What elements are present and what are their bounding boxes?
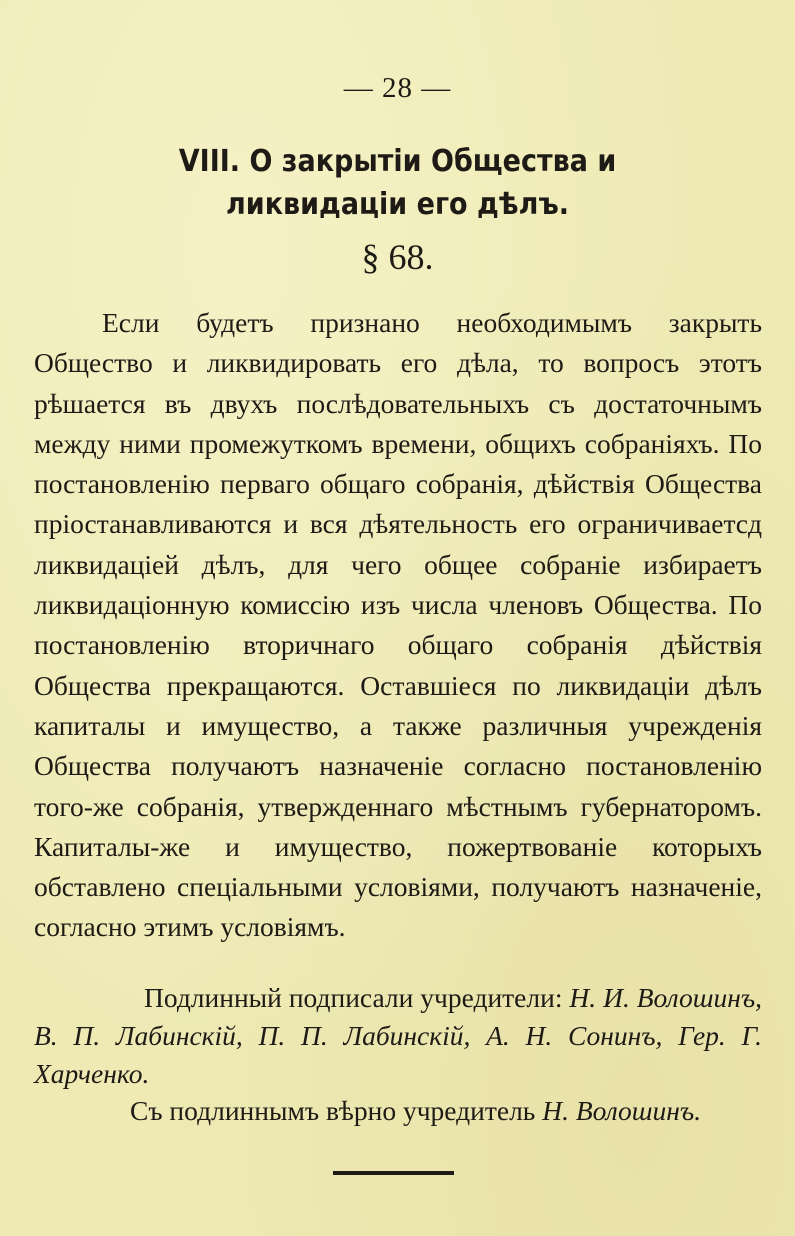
end-divider <box>333 1171 454 1175</box>
page-number: — 28 — <box>343 72 452 104</box>
section-heading: § 68. <box>361 237 434 277</box>
verification-name: Н. Волошинъ. <box>542 1095 702 1126</box>
chapter-title: VIII. О закрытіи Общества и ликвидаціи его дѣлъ. <box>178 144 617 222</box>
signatures-names: Н. И. Волошинъ, В. П. Лабинскій, П. П. Лабинскій, А. Н. Сонинъ, Гер. Г. Харченко. <box>34 982 762 1089</box>
verification-line <box>34 1092 766 1130</box>
body-paragraph: Если будетъ признано необходимымъ закрыть Общество и ликвидировать его дѣла, то вопросъ этотъ рѣшается въ двухъ послѣдовательныхъ съ достаточнымъ между ними промежуткомъ времени, общихъ собраніяхъ. По постановленію перваго общаго собранія, дѣйствія Общества пріостанавливаются и вся дѣятельность его ограничиваетсд ликвидаціей дѣлъ, для чего общее собраніе избираетъ ликвидаціонную комиссію изъ числа членовъ Общества. По постановленію вторичнаго общаго собранія дѣйствія Общества прекращаются. Оставшіеся по ликвидаціи дѣлъ капиталы и имущество, а также различныя учрежденія Общества получаютъ назначеніе согласно постановленію того-же собранія, утвержденнаго мѣстнымъ губернаторомъ. Капиталы-же и имущество, пожертвованіе которыхъ обставлено спеціальными условіями, получаютъ назначеніе, согласно этимъ условіямъ. <box>34 307 762 943</box>
signatures-intro: Подлинный подписали учредители: <box>144 982 563 1013</box>
verification-intro: Съ подлиннымъ вѣрно учредитель <box>130 1095 536 1126</box>
signatures-block <box>34 979 762 1093</box>
